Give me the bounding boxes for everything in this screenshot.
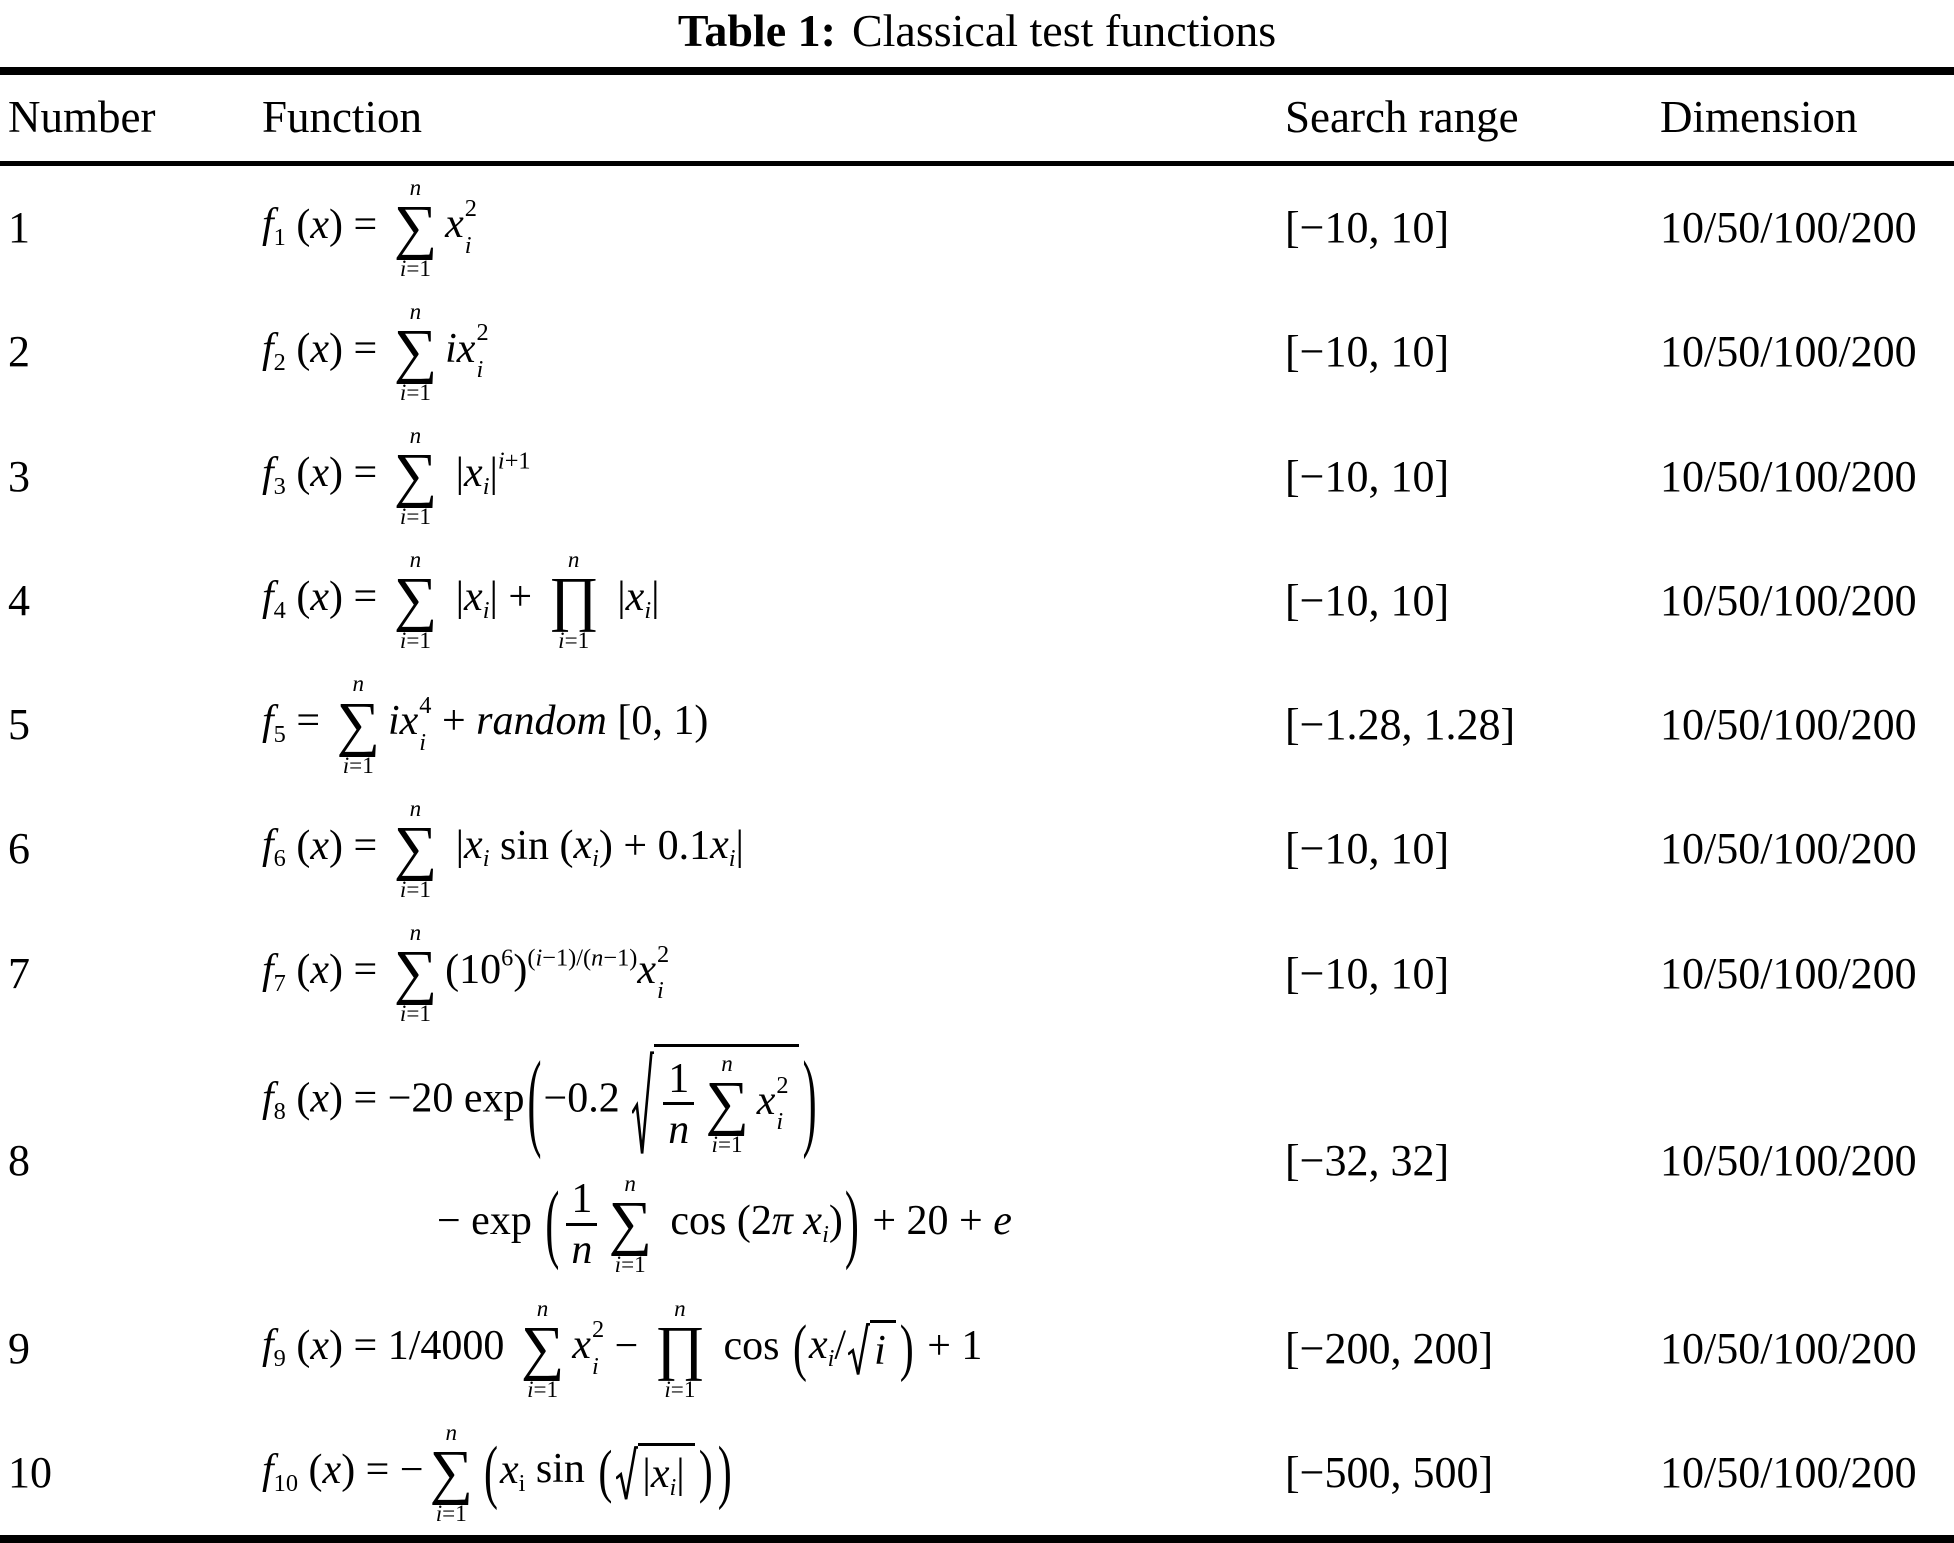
table-row [0,290,1954,414]
formula-line: f10 (x) = − n ∑ i=1 ( xi sin ( |xi| ) ) [262,1418,732,1526]
search-range-cell: [−1.28, 1.28] [1285,700,1516,750]
table-row [0,1411,1954,1535]
search-range-cell: [−32, 32] [1285,1136,1450,1186]
search-range-cell: [−200, 200] [1285,1324,1494,1374]
formula-line: − exp ( $\frac{1}{n}$ n ∑ i=1 cos (2π xi) ) + 20 + e [437,1170,1012,1278]
table-row [0,414,1954,538]
column-header-search-range: Search range [1285,91,1519,142]
function-formula-cell [262,1290,1285,1408]
table-row [0,1035,1954,1286]
radical-sign [848,1320,870,1377]
number-cell: 8 [8,1136,30,1186]
function-formula-cell [262,541,1285,659]
table-header-row [0,75,1954,166]
search-range-cell: [−10, 10] [1285,203,1450,253]
formula-line: f4 (x) = n ∑ i=1 |xi| + n ∏ i=1 |xi| [262,546,660,654]
radical-sign [632,1044,654,1159]
number-cell: 7 [8,948,30,998]
dimension-cell: 10/50/100/200 [1660,1324,1917,1374]
number-cell: 2 [8,327,30,377]
page-title [0,6,1954,57]
formula-line: f1 (x) = n ∑ i=1 x 2 i [262,173,477,281]
column-header-dimension: Dimension [1660,91,1858,142]
table-row [0,1287,1954,1411]
table-caption: Classical test functions [851,5,1277,56]
function-formula-cell [262,790,1285,908]
classical-test-functions-table [0,67,1954,1543]
function-formula-cell [262,1414,1285,1532]
formula-line: f2 (x) = n ∑ i=1 ix 2 i [262,297,489,405]
dimension-cell: 10/50/100/200 [1660,203,1917,253]
number-cell: 9 [8,1324,30,1374]
function-formula-cell [262,293,1285,411]
dimension-cell: 10/50/100/200 [1660,700,1917,750]
number-cell: 1 [8,203,30,253]
number-cell: 5 [8,700,30,750]
function-formula-cell [262,914,1285,1032]
table-row [0,538,1954,662]
formula-line: f3 (x) = n ∑ i=1 $|xi|^{i+1}$ [262,422,531,530]
search-range-cell: [−10, 10] [1285,327,1450,377]
dimension-cell: 10/50/100/200 [1660,824,1917,874]
table-row [0,166,1954,290]
radical-sign [616,1443,638,1502]
function-formula-cell [262,169,1285,287]
dimension-cell: 10/50/100/200 [1660,327,1917,377]
column-header-function: Function [262,91,423,142]
table-body [0,166,1954,1535]
formula-line: f7 (x) = n ∑ i=1 $(10^6)^{(i-1)/(n-1)}x$ 2 i [262,918,670,1027]
dimension-cell: 10/50/100/200 [1660,948,1917,998]
function-formula-cell [262,1038,1285,1283]
formula-line: f8 (x) = −20 exp ( −0.2 $\frac{1}{n}$ n ∑ i=1 x 2 i ) [262,1041,817,1162]
dimension-cell: 10/50/100/200 [1660,451,1917,501]
search-range-cell: [−500, 500] [1285,1448,1494,1498]
dimension-cell: 10/50/100/200 [1660,1136,1917,1186]
formula-line: f9 (x) = 1/4000 n ∑ i=1 x 2 i − n ∏ i=1 cos ( xi/ i ) + 1 [262,1294,983,1402]
search-range-cell: [−10, 10] [1285,575,1450,625]
formula-line: f5 = n ∑ i=1 ix 4 i + random [0, 1) [262,670,709,778]
function-formula-cell [262,417,1285,535]
search-range-cell: [−10, 10] [1285,824,1450,874]
formula-line: f6 (x) = n ∑ i=1 |xi sin (xi) + 0.1xi| [262,794,744,902]
function-formula-cell [262,665,1285,783]
table-row [0,911,1954,1035]
number-cell: 3 [8,451,30,501]
search-range-cell: [−10, 10] [1285,948,1450,998]
table-row [0,787,1954,911]
table-row [0,662,1954,786]
number-cell: 4 [8,575,30,625]
number-cell: 10 [8,1448,52,1498]
search-range-cell: [−10, 10] [1285,451,1450,501]
dimension-cell: 10/50/100/200 [1660,575,1917,625]
number-cell: 6 [8,824,30,874]
dimension-cell: 10/50/100/200 [1660,1448,1917,1498]
column-header-number: Number [8,91,156,142]
table-label: Table 1: [677,5,836,56]
